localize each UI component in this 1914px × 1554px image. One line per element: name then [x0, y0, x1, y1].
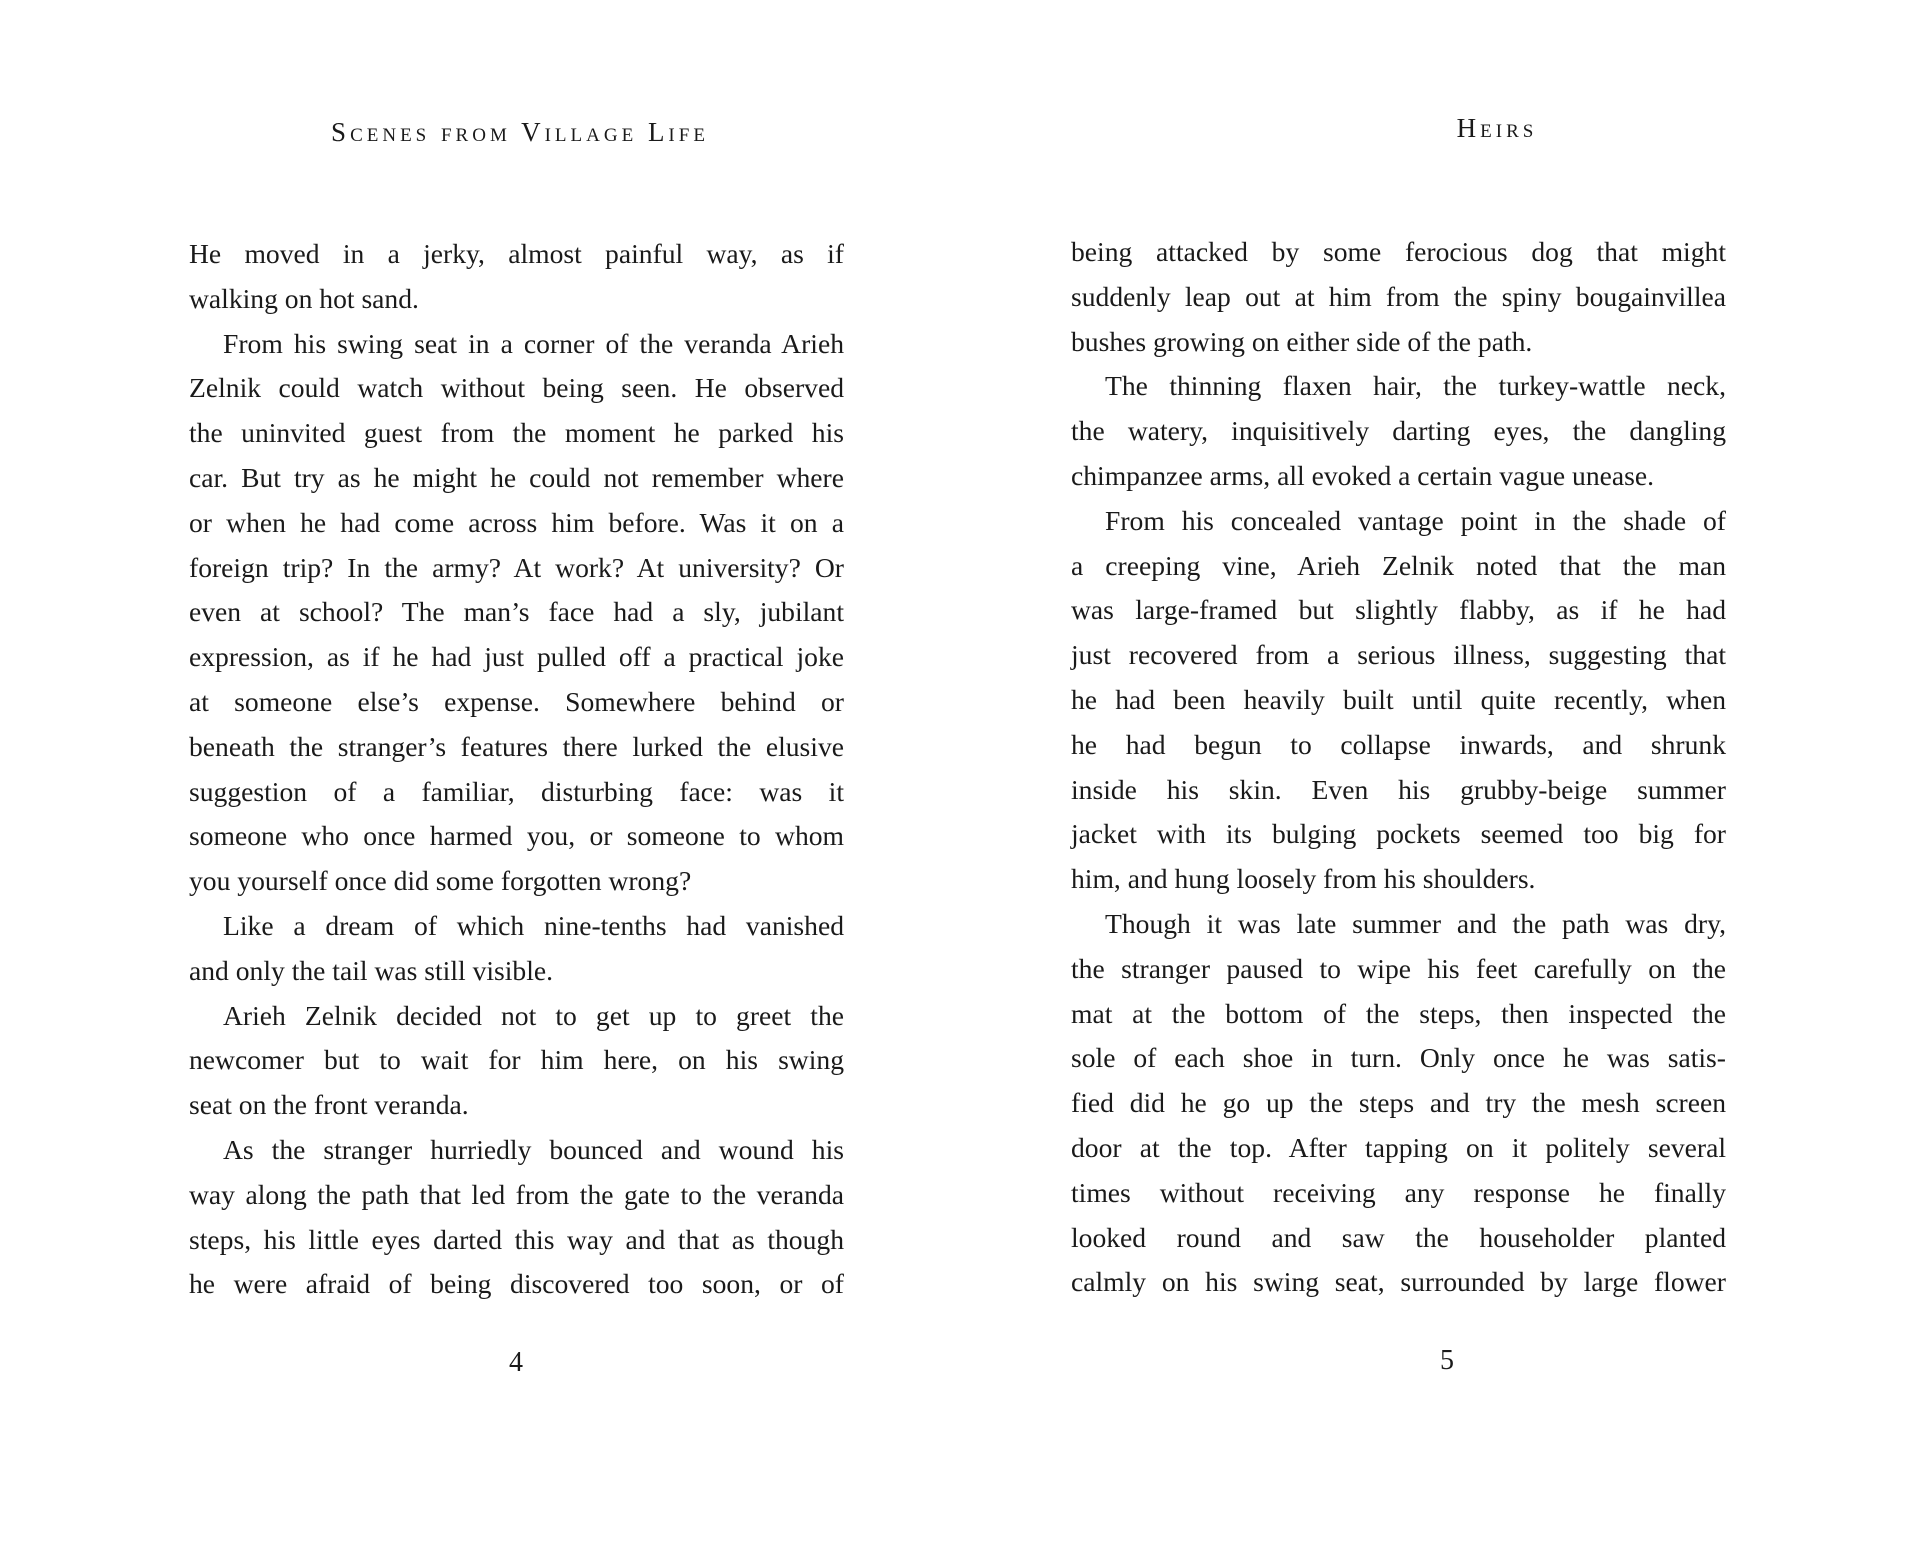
text-line: the stranger paused to wipe his feet carefully on the: [1071, 952, 1726, 984]
text-line: expression, as if he had just pulled off a practical joke: [189, 641, 844, 673]
text-line: at someone else’s expense. Somewhere behind or: [189, 685, 844, 717]
text-line: From his swing seat in a corner of the veranda Arieh: [223, 327, 844, 359]
text-line: inside his skin. Even his grubby-beige summer: [1071, 773, 1726, 805]
text-line: bushes growing on either side of the path.: [1071, 325, 1533, 357]
text-line: you yourself once did some forgotten wrong?: [189, 865, 692, 897]
text-line: Arieh Zelnik decided not to get up to greet the: [223, 999, 844, 1031]
right-page: [957, 0, 1914, 1554]
text-line: he had begun to collapse inwards, and shrunk: [1071, 728, 1726, 760]
text-line: way along the path that led from the gate to the veranda: [189, 1178, 844, 1210]
text-line: he had been heavily built until quite recently, when: [1071, 683, 1726, 715]
text-line: the watery, inquisitively darting eyes, the dangling: [1071, 415, 1726, 447]
text-line: he were afraid of being discovered too soon, or of: [189, 1268, 844, 1300]
text-line: Though it was late summer and the path was dry,: [1105, 907, 1726, 939]
text-line: suddenly leap out at him from the spiny bougainvillea: [1071, 280, 1726, 312]
text-line: car. But try as he might he could not remember where: [189, 461, 844, 493]
text-line: a creeping vine, Arieh Zelnik noted that the man: [1071, 549, 1726, 581]
text-line: someone who once harmed you, or someone to whom: [189, 820, 844, 852]
text-line: looked round and saw the householder planted: [1071, 1221, 1726, 1253]
text-line: He moved in a jerky, almost painful way, as if: [189, 238, 844, 269]
text-line: walking on hot sand.: [189, 282, 419, 314]
left-body-text: [189, 232, 844, 1307]
text-line: chimpanzee arms, all evoked a certain vague unease.: [1071, 459, 1655, 491]
text-line: was large-framed but slightly flabby, as if he had: [1071, 594, 1726, 626]
text-line: seat on the front veranda.: [189, 1089, 469, 1121]
text-line: From his concealed vantage point in the shade of: [1105, 504, 1726, 536]
text-line: newcomer but to wait for him here, on his swing: [189, 1044, 844, 1076]
text-line: steps, his little eyes darted this way and that as though: [189, 1223, 844, 1255]
text-line: calmly on his swing seat, surrounded by large flower: [1071, 1266, 1726, 1298]
text-line: being attacked by some ferocious dog that might: [1071, 236, 1726, 267]
running-head-chapter-title: Heirs: [1456, 113, 1538, 143]
text-line: him, and hung loosely from his shoulders.: [1071, 863, 1536, 895]
text-line: beneath the stranger’s features there lurked the elusive: [189, 730, 844, 762]
text-line: the uninvited guest from the moment he parked his: [189, 417, 844, 449]
text-line: As the stranger hurriedly bounced and wound his: [223, 1133, 844, 1165]
text-line: fied did he go up the steps and try the mesh screen: [1071, 1087, 1726, 1119]
text-line: just recovered from a serious illness, suggesting that: [1071, 639, 1726, 671]
text-line: mat at the bottom of the steps, then inspected the: [1071, 997, 1726, 1029]
text-line: jacket with its bulging pockets seemed too big for: [1071, 818, 1726, 850]
text-line: times without receiving any response he finally: [1071, 1176, 1726, 1208]
text-line: suggestion of a familiar, disturbing face: was it: [189, 775, 844, 807]
text-line: foreign trip? In the army? At work? At university? Or: [189, 551, 844, 583]
text-line: even at school? The man’s face had a sly, jubilant: [189, 596, 844, 628]
page-number: 5: [1440, 1345, 1454, 1376]
text-line: or when he had come across him before. Was it on a: [189, 506, 844, 538]
text-line: Like a dream of which nine-tenths had vanished: [223, 909, 844, 941]
right-body-text: [1071, 230, 1726, 1305]
text-line: sole of each shoe in turn. Only once he was satis-: [1071, 1042, 1726, 1074]
text-line: The thinning flaxen hair, the turkey-wattle neck,: [1105, 370, 1726, 402]
running-head-book-title: Scenes from Village Life: [331, 117, 709, 147]
text-line: and only the tail was still visible.: [189, 954, 554, 986]
page-number: 4: [509, 1347, 523, 1378]
text-line: door at the top. After tapping on it politely several: [1071, 1131, 1726, 1163]
text-line: Zelnik could watch without being seen. He observed: [189, 372, 844, 404]
